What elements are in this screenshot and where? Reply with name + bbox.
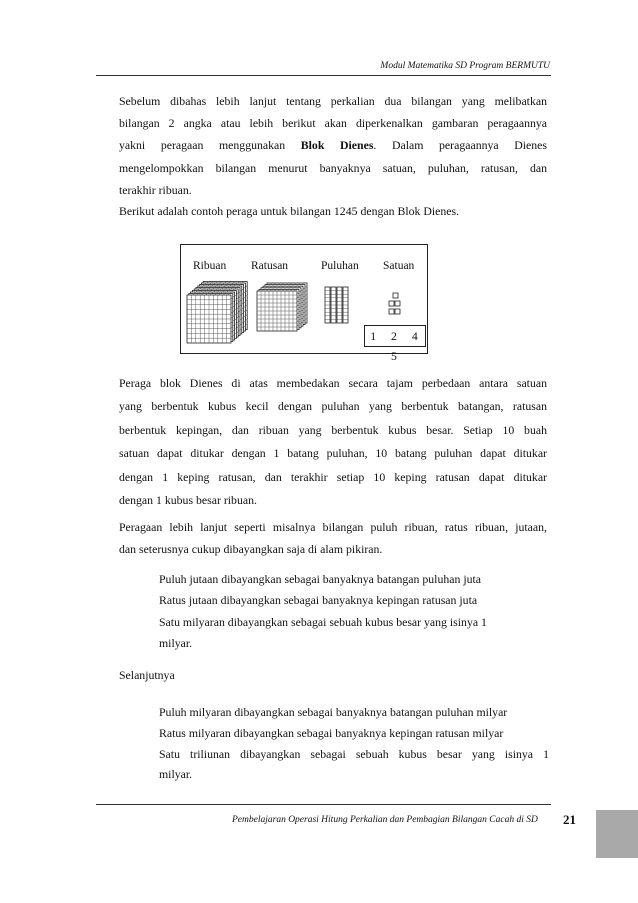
text-line: berbentuk kepingan, dan ribuan yang berbentuk kubus besar. Setiap 10 buah xyxy=(119,422,547,437)
header-rule xyxy=(96,75,551,76)
blok-dienes-term: Blok Dienes xyxy=(300,138,374,153)
label-ribuan: Ribuan xyxy=(193,260,227,272)
list-item: Puluh jutaan dibayangkan sebagai banyaknya batangan puluhan juta xyxy=(159,572,482,586)
explanation-paragraph xyxy=(119,372,547,512)
page-number: 21 xyxy=(563,812,576,827)
further-paragraph xyxy=(119,516,547,560)
footer-rule xyxy=(96,804,551,805)
example-intro: Berikut adalah contoh peraga untuk bilangan 1245 dengan Blok Dienes. xyxy=(119,204,460,218)
list-item: milyar. xyxy=(159,635,193,650)
text-line: yakni peragaan menggunakan Blok Dienes. Dalam peragaannya Dienes xyxy=(119,138,547,153)
indented-list-1 xyxy=(159,569,549,654)
selanjutnya-label: Selanjutnya xyxy=(119,668,175,682)
text-line: dan seterusnya cukup dibayangkan saja di alam pikiran. xyxy=(119,542,383,556)
text-line: yang berbentuk kubus kecil dengan puluhan yang berbentuk batangan, ratusan xyxy=(119,399,547,414)
puluhan-rod xyxy=(343,287,348,323)
text-line: dengan 1 keping ratusan, dan terakhir setiap 10 keping ratusan dapat ditukar xyxy=(119,469,547,484)
list-item: Satu milyaran dibayangkan sebagai sebuah kubus besar yang isinya 1 xyxy=(159,614,487,629)
list-item: Ratus jutaan dibayangkan sebagai banyaknya kepingan ratusan juta xyxy=(159,593,478,608)
satuan-cube xyxy=(395,301,400,306)
indented-list-2 xyxy=(159,702,549,785)
satuan-cube xyxy=(393,293,398,298)
text-line: Sebelum dibahas lebih lanjut tentang perkalian dua bilangan yang melibatkan xyxy=(119,94,547,108)
label-ratusan: Ratusan xyxy=(251,260,289,272)
list-item: Satu triliunan dibayangkan sebagai sebuah kubus besar yang isinya 1 xyxy=(159,746,549,761)
text-line: Peraga blok Dienes di atas membedakan secara tajam perbedaan antara satuan xyxy=(119,376,547,390)
satuan-cube xyxy=(389,301,394,306)
list-item: milyar. xyxy=(159,767,193,782)
text-line: mengelompokkan bilangan menurut banyaknya satuan, puluhan, ratusan, dan xyxy=(119,160,547,175)
running-header: Modul Matematika SD Program BERMUTU xyxy=(380,61,550,71)
label-satuan: Satuan xyxy=(383,260,415,272)
page-tab-marker xyxy=(596,810,638,858)
text-line: dengan 1 kubus besar ribuan. xyxy=(119,493,257,508)
list-item: Puluh milyaran dibayangkan sebagai banyaknya batangan puluhan milyar xyxy=(159,705,508,719)
satuan-cube xyxy=(395,309,400,314)
intro-paragraph xyxy=(119,90,547,201)
list-item: Ratus milyaran dibayangkan sebagai banyaknya kepingan ratusan milyar xyxy=(159,725,504,740)
puluhan-rod xyxy=(337,287,342,323)
text-line: satuan dapat ditukar dengan 1 batang puluhan, 10 batang puluhan dapat ditukar xyxy=(119,446,547,461)
number-box: 1 2 4 5 xyxy=(364,325,426,347)
satuan-cube xyxy=(389,309,394,314)
ribuan-layer xyxy=(187,295,231,343)
dienes-blocks-figure xyxy=(180,244,428,363)
text-line: bilangan 2 angka atau lebih berikut akan diperkenalkan gambaran peragaannya xyxy=(119,116,547,131)
text-line: Peragaan lebih lanjut seperti misalnya bilangan puluh ribuan, ratus ribuan, jutaan, xyxy=(119,520,547,534)
text-line: terakhir ribuan. xyxy=(119,182,192,197)
puluhan-rod xyxy=(331,287,336,323)
puluhan-rod xyxy=(325,287,330,323)
label-puluhan: Puluhan xyxy=(321,260,359,272)
ratusan-flat xyxy=(257,291,297,331)
running-footer: Pembelajaran Operasi Hitung Perkalian dan Pembagian Bilangan Cacah di SD xyxy=(232,815,538,825)
